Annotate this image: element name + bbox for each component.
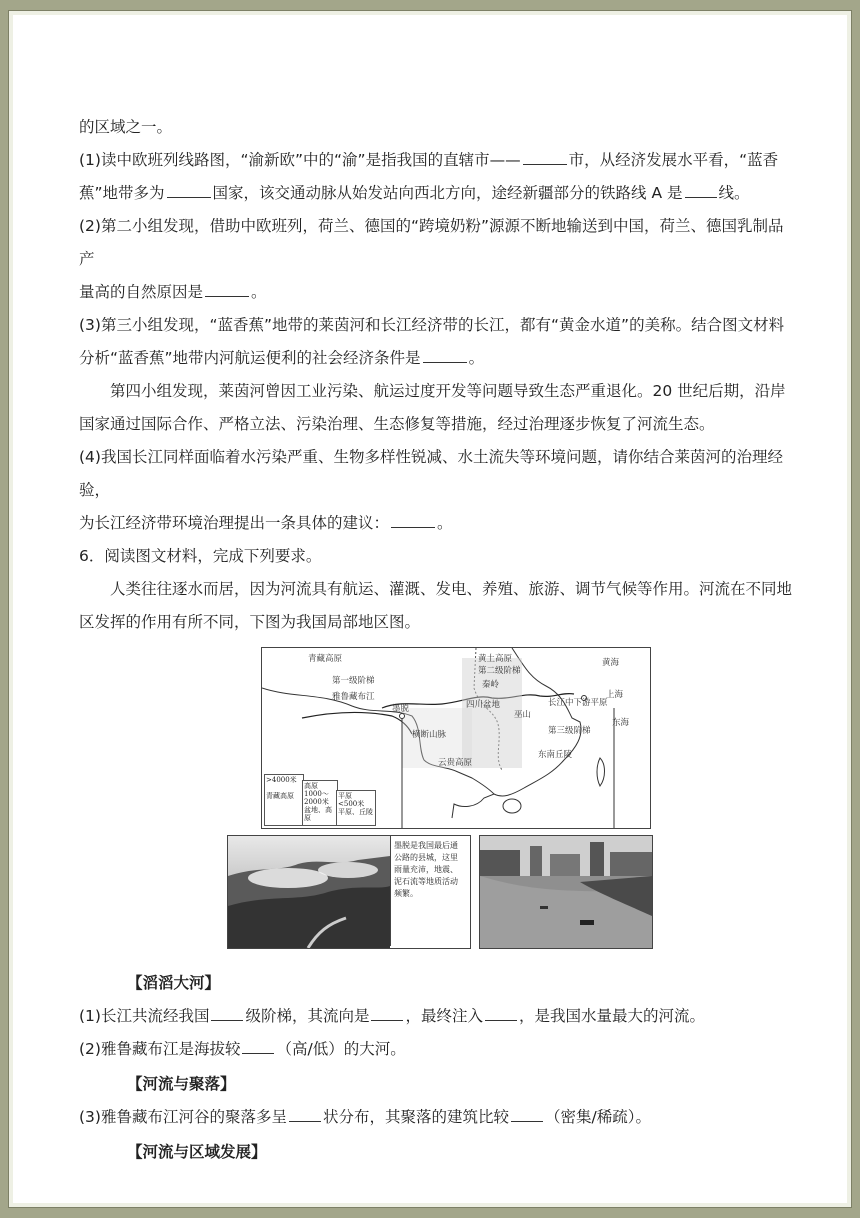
legend-text: >4000米 bbox=[266, 776, 297, 784]
text: 市，从经济发展水平看，“蓝香 bbox=[568, 151, 779, 169]
text: ，是我国水量最大的河流。 bbox=[519, 1007, 706, 1025]
medog-point bbox=[400, 714, 405, 719]
mountain-photo bbox=[228, 836, 390, 948]
section-heading: 【河流与聚落】 bbox=[127, 1075, 236, 1093]
label-wushan: 巫山 bbox=[514, 710, 532, 720]
label-step1: 第一级阶梯 bbox=[332, 676, 375, 686]
legend-text: <500米 bbox=[338, 800, 365, 808]
label-sichuan: 四川盆地 bbox=[466, 700, 501, 710]
text: ，最终注入 bbox=[405, 1007, 483, 1025]
label-step2: 第二级阶梯 bbox=[478, 666, 521, 676]
answer-blank[interactable] bbox=[167, 183, 211, 198]
legend-text: 平原 bbox=[338, 792, 352, 800]
label-loess: 黄土高原 bbox=[478, 654, 513, 664]
legend-step2 bbox=[302, 780, 338, 826]
legend-step3 bbox=[336, 790, 376, 826]
legend-step1 bbox=[264, 774, 304, 826]
text: (2)第二小组发现，借助中欧班列，荷兰、德国的“跨境奶粉”源源不断地输送到中国，荷兰、德国乳制品产 bbox=[79, 217, 784, 268]
label-tibet: 青藏高原 bbox=[308, 654, 343, 664]
text: 。 bbox=[251, 283, 267, 301]
text: (1)长江共流经我国 bbox=[79, 1007, 210, 1025]
text: 。 bbox=[468, 349, 485, 367]
sub-question-2 bbox=[79, 1033, 799, 1066]
answer-blank[interactable] bbox=[211, 1006, 243, 1021]
label-yangtze-plain: 长江中下游平原 bbox=[548, 698, 608, 708]
text: 国家，该交通动脉从始发站向西北方向，途经新疆部分的铁路线 A 是 bbox=[212, 184, 683, 202]
yarlung-river bbox=[302, 712, 412, 734]
text: 分析“蓝香蕉”地带内河航运便利的社会经济条件是 bbox=[79, 349, 421, 367]
answer-blank[interactable] bbox=[391, 513, 435, 528]
text: 蕉”地带多为 bbox=[79, 184, 165, 202]
hainan-island bbox=[503, 799, 521, 813]
text-line bbox=[79, 111, 799, 144]
legend-text: 青藏高原 bbox=[266, 792, 294, 800]
label-yarlung: 雅鲁藏布江 bbox=[332, 692, 375, 702]
answer-blank[interactable] bbox=[205, 282, 249, 297]
text: (4)我国长江同样面临着水污染严重、生物多样性锐减、水土流失等环境问题，请你结合莱茵河的治理经验， bbox=[79, 448, 783, 499]
china-region-map bbox=[261, 647, 651, 829]
text: 线。 bbox=[718, 184, 750, 202]
sub-question-3 bbox=[79, 1101, 799, 1134]
label-qinling: 秦岭 bbox=[482, 680, 500, 690]
text: (2)雅鲁藏布江是海拔较 bbox=[79, 1040, 241, 1058]
text: (3)雅鲁藏布江河谷的聚落多呈 bbox=[79, 1108, 287, 1126]
text: 级阶梯，其流向是 bbox=[245, 1007, 370, 1025]
shanghai-photo-panel bbox=[479, 835, 653, 949]
label-step3: 第三级阶梯 bbox=[548, 726, 591, 736]
text: 。 bbox=[437, 514, 453, 532]
text: 量高的自然原因是 bbox=[79, 283, 204, 301]
question-6-title: 6．阅读图文材料，完成下列要求。 bbox=[79, 547, 322, 565]
text: 为长江经济带环境治理提出一条具体的建议： bbox=[79, 514, 390, 532]
text: 的区域之一。 bbox=[79, 118, 173, 136]
text: (1)读中欧班列线路图，“渝新欧”中的“渝”是指我国的直辖市—— bbox=[79, 151, 521, 169]
label-hengduan: 横断山脉 bbox=[412, 730, 447, 740]
question-4 bbox=[79, 441, 799, 540]
label-yungui: 云贵高原 bbox=[438, 758, 473, 768]
river-city-photo bbox=[480, 836, 652, 948]
label-shanghai: 上海 bbox=[606, 690, 624, 700]
label-yellow-sea: 黄海 bbox=[602, 658, 620, 668]
medog-caption: 墨脱是我国最后通公路的县城，这里雨量充沛，地震、泥石流等地质活动频繁。 bbox=[390, 836, 468, 946]
question-2 bbox=[79, 210, 799, 309]
map-figure bbox=[79, 647, 799, 957]
answer-blank[interactable] bbox=[485, 1006, 517, 1021]
taiwan-island bbox=[597, 758, 605, 786]
group4-paragraph: 第四小组发现，莱茵河曾因工业污染、航运过度开发等问题导致生态严重退化。20 世纪后期，沿岸国家通过国际合作、严格立法、污染治理、生态修复等措施，经过治理逐步恢复了河流生态。 bbox=[79, 382, 786, 433]
text: （密集/稀疏）。 bbox=[544, 1108, 651, 1126]
label-east-sea: 东海 bbox=[612, 718, 630, 728]
legend-text: 高原 bbox=[304, 782, 318, 790]
question-6-intro: 人类往往逐水而居，因为河流具有航运、灌溉、发电、养殖、旅游、调节气候等作用。河流在不同地区发挥的作用有所不同，下图为我国局部地区图。 bbox=[79, 580, 793, 631]
label-southeast-hills: 东南丘陵 bbox=[538, 750, 573, 760]
answer-blank[interactable] bbox=[289, 1107, 321, 1122]
answer-blank[interactable] bbox=[423, 348, 467, 363]
answer-blank[interactable] bbox=[685, 183, 717, 198]
text: （高/低）的大河。 bbox=[276, 1040, 406, 1058]
answer-blank[interactable] bbox=[523, 150, 567, 165]
answer-blank[interactable] bbox=[242, 1039, 274, 1054]
answer-blank[interactable] bbox=[511, 1107, 543, 1122]
document-content bbox=[79, 111, 799, 1169]
answer-blank[interactable] bbox=[371, 1006, 403, 1021]
legend-text: 平原、丘陵 bbox=[338, 808, 373, 816]
terrain-legend bbox=[264, 766, 394, 826]
text: 状分布，其聚落的建筑比较 bbox=[322, 1108, 509, 1126]
section-heading: 【河流与区域发展】 bbox=[127, 1143, 267, 1161]
medog-photo-panel bbox=[227, 835, 471, 949]
question-1 bbox=[79, 144, 799, 210]
question-3 bbox=[79, 309, 799, 375]
sub-question-1 bbox=[79, 1000, 799, 1033]
label-medog: 墨脱 bbox=[392, 704, 410, 714]
text: (3)第三小组发现，“蓝香蕉”地带的莱茵河和长江经济带的长江，都有“黄金水道”的美称。结合图文材料 bbox=[79, 316, 785, 334]
document-page bbox=[8, 10, 852, 1208]
legend-text: 盆地、高原 bbox=[304, 806, 332, 822]
section-heading: 【滔滔大河】 bbox=[127, 974, 221, 992]
legend-text: 1000～2000米 bbox=[304, 790, 329, 806]
